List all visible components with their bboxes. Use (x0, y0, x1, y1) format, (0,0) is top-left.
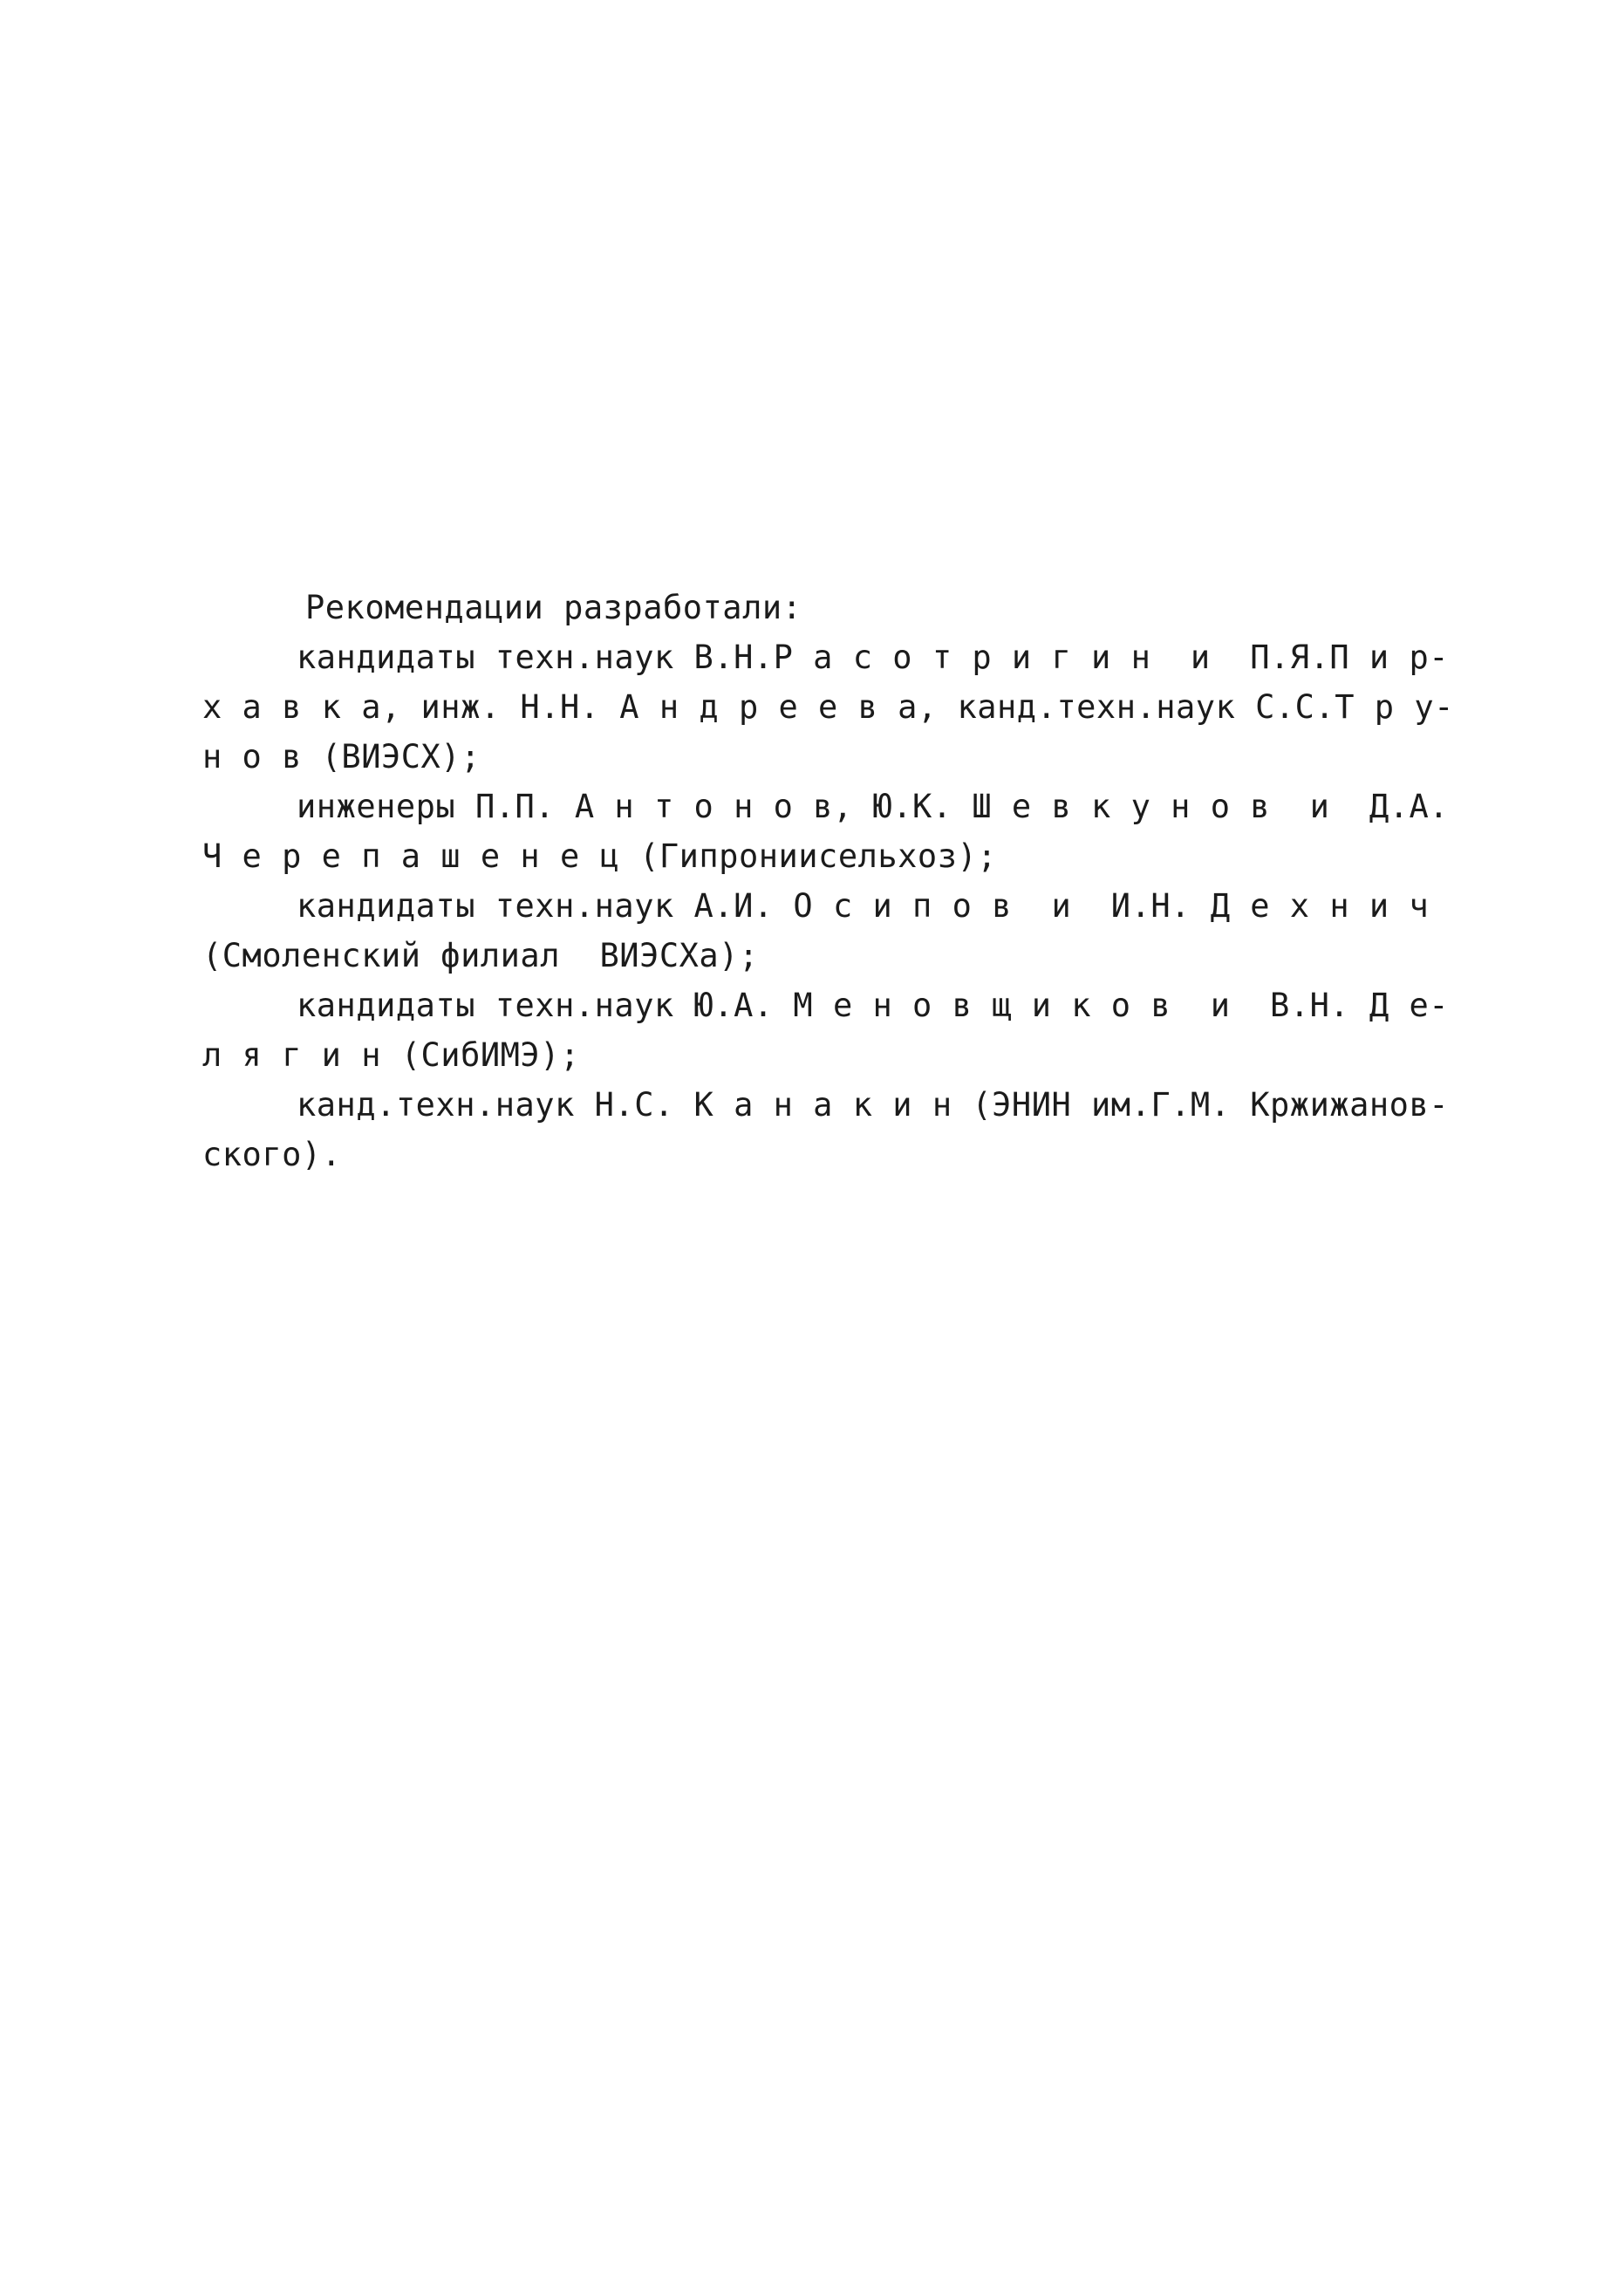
heading-recommendations: Рекомендации разработали: (305, 589, 802, 626)
text-line: л я г и н (СибИМЭ); (202, 1036, 580, 1074)
text-line: канд.техн.наук Н.С. К а н а к и н (ЭНИН им.Г.М. Кржижанов- (297, 1086, 1450, 1124)
text-line: инженеры П.П. А н т о н о в, Ю.К. Ш е в к у н о в и Д.А. (297, 788, 1450, 825)
text-line: ского). (202, 1136, 342, 1173)
text-line: н о в (ВИЭСХ); (202, 738, 481, 776)
text-line: х а в к а, инж. Н.Н. А н д р е е в а, канд.техн.наук С.С.Т р у- (202, 688, 1454, 726)
text-line: кандидаты техн.наук В.Н.Р а с о т р и г и н и П.Я.П и р- (297, 639, 1450, 676)
text-line: Ч е р е п а ш е н е ц (Гипрониисельхоз); (202, 837, 998, 875)
text-line: кандидаты техн.наук А.И. О с и п о в и И.Н. Д е х н и ч (297, 887, 1430, 925)
text-line: (Смоленский филиал ВИЭСХа); (202, 937, 759, 974)
authors-text-block (202, 583, 1454, 1179)
text-line: кандидаты техн.наук Ю.А. М е н о в щ и к о в и В.Н. Д е- (297, 987, 1450, 1024)
